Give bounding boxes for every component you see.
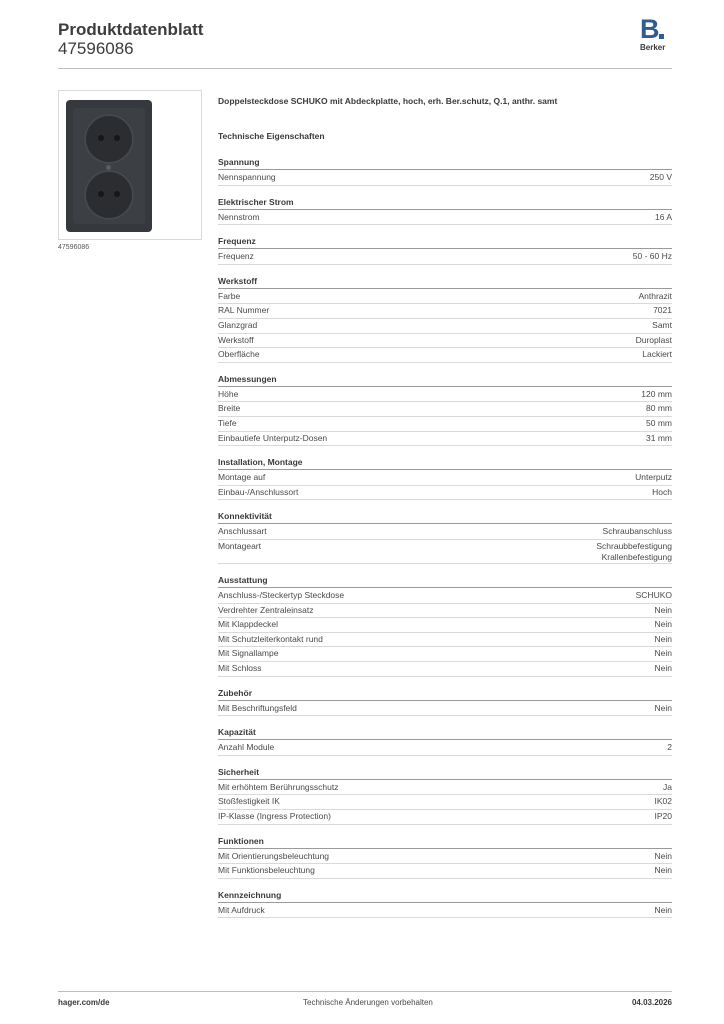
spec-label: Tiefe: [218, 418, 237, 428]
spec-section-title: Kapazität: [218, 726, 672, 740]
spec-value: 250 V: [649, 172, 672, 182]
spec-label: Einbau-/Anschlussort: [218, 486, 299, 497]
spec-row: [218, 319, 672, 334]
spec-row: [218, 486, 672, 501]
spec-label: Nennstrom: [218, 211, 260, 222]
spec-row: [218, 525, 672, 540]
spec-value: Duroplast: [635, 334, 672, 345]
logo-text: Berker: [640, 43, 666, 52]
section-heading: Technische Eigenschaften: [218, 131, 325, 141]
spec-value: 80 mm: [646, 403, 672, 414]
spec-label: Mit Schutzleiterkontakt rund: [218, 633, 323, 644]
spec-label: Montageart: [218, 541, 261, 551]
spec-value: Anthrazit: [638, 290, 672, 301]
spec-section-title: Kennzeichnung: [218, 889, 672, 903]
spec-label: Nennspannung: [218, 172, 276, 182]
spec-row: [218, 171, 672, 186]
spec-section-title: Werkstoff: [218, 275, 672, 289]
spec-row: [218, 604, 672, 619]
spec-value: Schraubbefestigung: [596, 541, 672, 551]
product-title: Doppelsteckdose SCHUKO mit Abdeckplatte, hoch, erh. Ber.schutz, Q.1, anthr. samt: [218, 96, 558, 106]
header-divider: [58, 68, 672, 69]
spec-value: Nein: [654, 663, 672, 673]
spec-value: 16 A: [654, 211, 672, 222]
spec-value: IK02: [654, 796, 672, 807]
spec-value: 31 mm: [646, 432, 672, 443]
spec-label: Mit Schloss: [218, 663, 262, 673]
spec-value: 120 mm: [641, 388, 672, 399]
spec-label: Anschlussart: [218, 526, 267, 537]
spec-label: Mit Aufdruck: [218, 904, 265, 915]
spec-section-title: Frequenz: [218, 235, 672, 249]
footer-date: 04.03.2026: [631, 998, 672, 1007]
page-title: Produktdatenblatt: [58, 20, 204, 39]
spec-label: Höhe: [218, 388, 239, 399]
spec-label: Oberfläche: [218, 349, 260, 360]
spec-label: Verdrehter Zentraleinsatz: [218, 604, 314, 615]
spec-label: Mit Signallampe: [218, 648, 279, 659]
spec-section-title: Abmessungen: [218, 373, 672, 387]
footer-website: hager.com/de: [58, 998, 110, 1007]
spec-row: [218, 417, 672, 432]
spec-row: [218, 290, 672, 305]
spec-value: Lackiert: [642, 349, 672, 360]
spec-row: [218, 810, 672, 825]
spec-value: Samt: [652, 320, 672, 330]
footer-divider: [58, 991, 672, 992]
spec-value: Nein: [654, 865, 672, 876]
spec-row: [218, 304, 672, 319]
spec-row: [218, 795, 672, 810]
spec-row: [218, 211, 672, 226]
spec-row: [218, 633, 672, 648]
spec-label: Stoßfestigkeit IK: [218, 796, 280, 807]
socket-hole: [98, 135, 104, 141]
spec-row: [218, 348, 672, 363]
spec-row: [218, 388, 672, 403]
spec-label: Farbe: [218, 290, 241, 301]
spec-value: Nein: [654, 604, 672, 615]
spec-row: [218, 618, 672, 633]
spec-value: Hoch: [652, 486, 672, 497]
spec-value: 7021: [653, 305, 672, 316]
spec-label: Mit erhöhtem Berührungsschutz: [218, 781, 339, 792]
product-number: 47596086: [58, 39, 134, 58]
spec-label: IP-Klasse (Ingress Protection): [218, 811, 331, 821]
spec-value: Nein: [654, 619, 672, 630]
spec-section-title: Elektrischer Strom: [218, 196, 672, 210]
spec-row: [218, 589, 672, 604]
spec-row: [218, 662, 672, 677]
spec-row: [218, 781, 672, 796]
spec-value: Nein: [654, 904, 672, 915]
spec-value: Nein: [654, 648, 672, 659]
spec-value: Unterputz: [635, 472, 672, 483]
spec-row: [218, 647, 672, 662]
spec-section-title: Sicherheit: [218, 766, 672, 780]
spec-row: [218, 402, 672, 417]
spec-label: Einbautiefe Unterputz-Dosen: [218, 432, 328, 443]
spec-section-title: Spannung: [218, 156, 672, 170]
spec-label: Glanzgrad: [218, 320, 258, 330]
spec-row: [218, 741, 672, 756]
footer-disclaimer: Technische Änderungen vorbehalten: [303, 998, 433, 1007]
spec-value: Nein: [654, 850, 672, 861]
spec-label: Anzahl Module: [218, 742, 275, 753]
spec-label: Mit Klappdeckel: [218, 619, 279, 630]
spec-row: [218, 250, 672, 265]
spec-row: [218, 540, 672, 564]
spec-label: RAL Nummer: [218, 305, 270, 316]
logo-letter: B: [640, 14, 660, 44]
spec-value: Schraubanschluss: [602, 526, 672, 537]
spec-section-title: Ausstattung: [218, 574, 672, 588]
spec-label: Werkstoff: [218, 334, 254, 345]
spec-section-title: Funktionen: [218, 835, 672, 849]
spec-section-title: Konnektivität: [218, 510, 672, 524]
socket-top: [84, 114, 134, 164]
logo-dot: [659, 34, 664, 39]
spec-row: [218, 864, 672, 879]
spec-value: Nein: [654, 633, 672, 644]
berker-logo: [638, 16, 678, 56]
spec-label: Frequenz: [218, 251, 254, 262]
spec-value: Nein: [654, 702, 672, 713]
image-caption: 47596086: [58, 244, 90, 251]
socket-plate: [66, 100, 152, 232]
spec-value: SCHUKO: [635, 590, 672, 600]
spec-section-title: Installation, Montage: [218, 456, 672, 470]
spec-label: Breite: [218, 403, 241, 414]
socket-bottom: [84, 170, 134, 220]
spec-row: [218, 432, 672, 447]
spec-value-secondary: Krallenbefestigung: [601, 552, 672, 562]
spec-row: [218, 334, 672, 349]
socket-hole: [114, 191, 120, 197]
spec-label: Mit Orientierungsbeleuchtung: [218, 850, 330, 861]
spec-label: Montage auf: [218, 472, 266, 483]
socket-hole: [114, 135, 120, 141]
spec-value: IP20: [654, 811, 672, 821]
spec-row: [218, 471, 672, 486]
spec-value: 2: [667, 742, 672, 753]
spec-label: Mit Funktionsbeleuchtung: [218, 865, 315, 876]
spec-row: [218, 850, 672, 865]
spec-label: Anschluss-/Steckertyp Steckdose: [218, 590, 345, 600]
spec-row: [218, 904, 672, 919]
spec-value: 50 - 60 Hz: [632, 251, 672, 262]
spec-label: Mit Beschriftungsfeld: [218, 702, 297, 713]
spec-value: 50 mm: [646, 418, 672, 428]
spec-section-title: Zubehör: [218, 687, 672, 701]
socket-hole: [98, 191, 104, 197]
spec-row: [218, 702, 672, 717]
spec-value: Ja: [663, 781, 672, 792]
socket-plate-inner: [73, 108, 145, 224]
product-image: [58, 90, 202, 240]
